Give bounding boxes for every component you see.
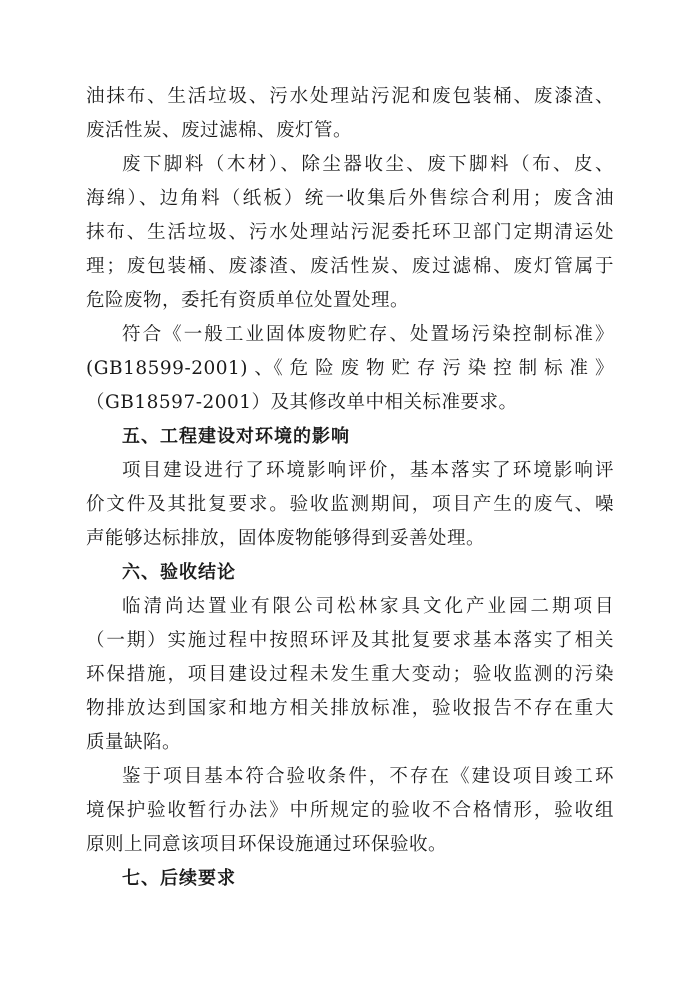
paragraph-line: (GB18599-2001) 、《 危 险 废 物 贮 存 污 染 控 制 标 准 》	[86, 358, 614, 379]
paragraph-line: 环保措施，项目建设过程未发生重大变动；验收监测的污染	[86, 664, 614, 685]
paragraph-line: 原则上同意该项目环保设施通过环保验收。	[86, 834, 448, 855]
paragraph-line: 临清尚达置业有限公司松林家具文化产业园二期项目	[122, 596, 614, 617]
paragraph-line: 抹布、生活垃圾、污水处理站污泥委托环卫部门定期清运处	[86, 222, 614, 243]
paragraph-line: （GB18597-2001）及其修改单中相关标准要求。	[86, 392, 518, 413]
section-heading: 五、工程建设对环境的影响	[122, 426, 350, 447]
paragraph-line: 境保护验收暂行办法》中所规定的验收不合格情形，验收组	[86, 800, 614, 821]
paragraph-line: 声能够达标排放，固体废物能够得到妥善处理。	[86, 528, 486, 549]
section-heading: 七、后续要求	[122, 868, 236, 889]
paragraph-line: 海绵）、边角料（纸板）统一收集后外售综合利用；废含油	[86, 188, 614, 209]
section-heading: 六、验收结论	[122, 562, 236, 583]
paragraph-line: （一期）实施过程中按照环评及其批复要求基本落实了相关	[86, 630, 614, 651]
paragraph-line: 物排放达到国家和地方相关排放标准，验收报告不存在重大	[86, 698, 614, 719]
paragraph-line: 废活性炭、废过滤棉、废灯管。	[86, 120, 353, 141]
paragraph-line: 废下脚料（木材）、除尘器收尘、废下脚料（布、皮、	[122, 154, 614, 175]
paragraph-line: 符合《一般工业固体废物贮存、处置场污染控制标准》	[122, 324, 614, 345]
paragraph-line: 理；废包装桶、废漆渣、废活性炭、废过滤棉、废灯管属于	[86, 256, 614, 277]
paragraph-line: 质量缺陷。	[86, 732, 182, 753]
paragraph-line: 项目建设进行了环境影响评价，基本落实了环境影响评	[122, 460, 614, 481]
paragraph-line: 油抹布、生活垃圾、污水处理站污泥和废包装桶、废漆渣、	[86, 86, 614, 107]
paragraph-line: 价文件及其批复要求。验收监测期间，项目产生的废气、噪	[86, 494, 614, 515]
paragraph-line: 危险废物，委托有资质单位处置处理。	[86, 290, 410, 311]
paragraph-line: 鉴于项目基本符合验收条件，不存在《建设项目竣工环	[122, 766, 614, 787]
